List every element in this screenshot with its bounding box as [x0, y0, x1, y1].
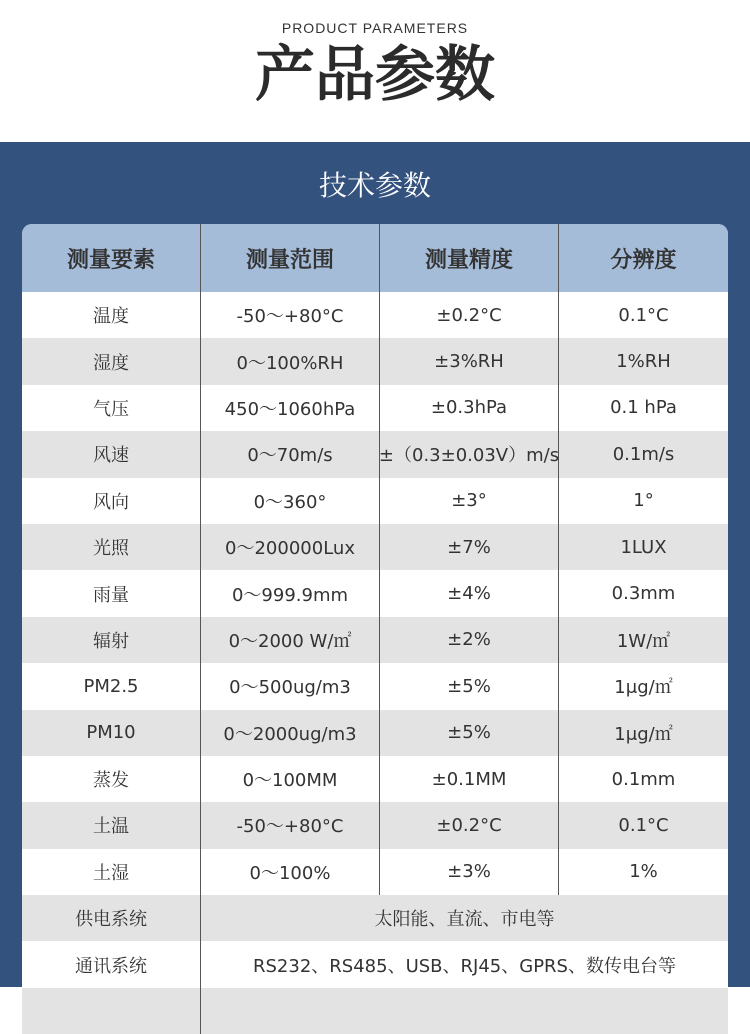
table-row — [22, 385, 728, 431]
table-cell: 0～70m/s — [201, 431, 380, 477]
table-cell: 土温 — [22, 802, 201, 848]
table-cell: ±3%RH — [380, 338, 559, 384]
table-cell: 通讯系统 — [22, 941, 201, 987]
table-cell: 光照 — [22, 524, 201, 570]
table-cell: ±0.3hPa — [380, 385, 559, 431]
column-header: 测量范围 — [201, 224, 380, 292]
column-header: 测量精度 — [380, 224, 559, 292]
table-cell: 0～2000 W/㎡ — [201, 617, 380, 663]
table-cell: -50～+80°C — [201, 292, 380, 338]
table-cell: ±2% — [380, 617, 559, 663]
table-cell: 0～2000ug/m3 — [201, 710, 380, 756]
table-cell: 1° — [633, 490, 654, 512]
table-row — [22, 431, 728, 477]
table-cell: 温度 — [22, 292, 201, 338]
table-cell: 太阳能、直流、市电等 — [374, 909, 555, 931]
table-cell: 风速 — [22, 431, 201, 477]
table-row — [22, 617, 728, 663]
parameters-section — [0, 142, 750, 987]
table-row — [22, 478, 728, 524]
table-row — [22, 570, 728, 616]
table-row — [22, 524, 728, 570]
table-cell: 1μg/㎡ — [614, 677, 673, 699]
table-cell: 0.3mm — [611, 583, 676, 605]
table-cell: 0～360° — [201, 478, 380, 524]
table-cell: 湿度 — [22, 338, 201, 384]
table-row — [22, 802, 728, 848]
table-row — [22, 849, 728, 895]
table-cell: PM2.5 — [22, 663, 201, 709]
table-cell: 1%RH — [616, 351, 671, 373]
table-cell: 1W/㎡ — [616, 630, 671, 652]
table-cell: 风向 — [22, 478, 201, 524]
table-cell: PM10 — [22, 710, 201, 756]
table-cell: 土湿 — [22, 849, 201, 895]
table-row — [22, 756, 728, 802]
table-cell: 供电系统 — [22, 895, 201, 941]
table-cell: ±3% — [380, 849, 559, 895]
table-cell: 0.1 hPa — [610, 397, 677, 419]
parameters-table — [22, 224, 728, 1034]
table-cell: 1μg/㎡ — [614, 723, 673, 745]
table-row — [22, 941, 728, 987]
table-cell: ±4% — [380, 570, 559, 616]
page-subtitle: PRODUCT PARAMETERS — [281, 20, 469, 36]
table-cell — [201, 988, 728, 1034]
table-cell: 0～999.9mm — [201, 570, 380, 616]
table-cell: 蒸发 — [22, 756, 201, 802]
table-cell: 0.1°C — [618, 814, 669, 836]
table-row — [22, 710, 728, 756]
table-cell: ±（0.3±0.03V）m/s — [380, 431, 559, 477]
table-cell: 气压 — [22, 385, 201, 431]
table-header-row — [22, 224, 728, 292]
table-cell: 450～1060hPa — [201, 385, 380, 431]
column-header: 分辨度 — [610, 247, 677, 273]
table-cell: 0.1mm — [611, 768, 676, 790]
table-cell: ±7% — [380, 524, 559, 570]
table-cell: 1LUX — [620, 536, 667, 558]
table-cell: ±5% — [380, 663, 559, 709]
table-cell: -50～+80°C — [201, 802, 380, 848]
table-cell: 0～100% — [201, 849, 380, 895]
table-cell: ±0.2°C — [380, 802, 559, 848]
table-cell: 0～100MM — [201, 756, 380, 802]
table-cell: 1% — [629, 861, 658, 883]
table-cell: 雨量 — [22, 570, 201, 616]
column-header: 测量要素 — [22, 224, 201, 292]
table-cell: RS232、RS485、USB、RJ45、GPRS、数传电台等 — [253, 955, 676, 977]
table-cell: ±0.2°C — [380, 292, 559, 338]
section-title: 技术参数 — [318, 169, 431, 202]
table-cell: ±3° — [380, 478, 559, 524]
table-cell: 0～100%RH — [201, 338, 380, 384]
table-cell: 0～200000Lux — [201, 524, 380, 570]
table-cell: 0.1°C — [618, 304, 669, 326]
table-cell: 0.1m/s — [612, 443, 675, 465]
table-row — [22, 292, 728, 338]
table-cell: ±0.1MM — [380, 756, 559, 802]
table-cell: 0～500ug/m3 — [201, 663, 380, 709]
page-header — [0, 0, 750, 142]
table-cell: 辐射 — [22, 617, 201, 663]
page-title: 产品参数 — [255, 40, 495, 110]
table-row — [22, 663, 728, 709]
table-row — [22, 338, 728, 384]
table-row — [22, 988, 728, 1034]
table-cell — [22, 988, 201, 1034]
table-cell: ±5% — [380, 710, 559, 756]
table-row — [22, 895, 728, 941]
